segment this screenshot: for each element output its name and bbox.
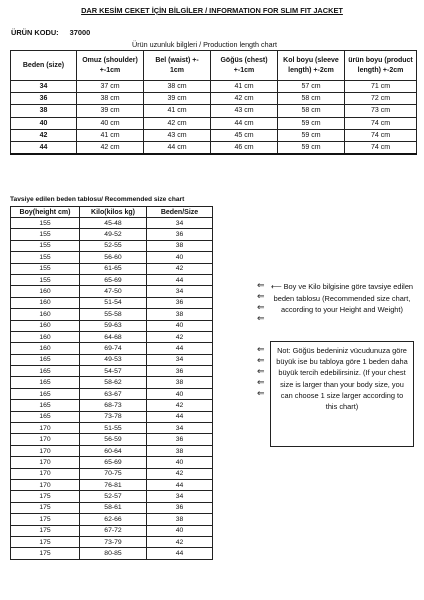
measurement-cell: 42 cm [144,117,211,129]
arrow-left-icon: ⇐ [257,344,265,354]
measurement-cell: 57 cm [278,81,345,93]
height-cell: 165 [11,400,80,411]
height-cell: 175 [11,502,80,513]
note2-arrows [257,344,265,399]
production-header-cell: ürün boyu (product length) +-2cm [345,51,417,81]
recommended-table-row [11,297,213,308]
height-cell: 160 [11,309,80,320]
recommended-table-row [11,388,213,399]
weight-cell: 49-53 [80,354,147,365]
size-cell: 44 [147,411,213,422]
measurement-cell: 43 cm [144,129,211,141]
height-cell: 165 [11,377,80,388]
size-cell: 34 [147,218,213,229]
measurement-cell: 37 cm [77,81,144,93]
measurement-cell: 59 cm [278,129,345,141]
recommended-table-row [11,536,213,547]
recommended-table-row [11,331,213,342]
size-cell: 34 [147,423,213,434]
measurement-cell: 45 cm [211,129,278,141]
recommended-table-row [11,502,213,513]
height-cell: 170 [11,479,80,490]
production-table-row [11,117,417,129]
recommended-table-row [11,445,213,456]
weight-cell: 70-75 [80,468,147,479]
measurement-cell: 71 cm [345,81,417,93]
measurement-cell: 38 cm [77,93,144,105]
measurement-cell: 74 cm [345,129,417,141]
recommended-size-table [10,206,213,560]
height-cell: 175 [11,514,80,525]
weight-cell: 64-68 [80,331,147,342]
recommended-table-row [11,400,213,411]
arrow-left-icon: ⇐ [257,313,265,323]
measurement-cell: 74 cm [345,117,417,129]
recommended-table-row [11,525,213,536]
recommended-table-row [11,309,213,320]
measurement-cell: 41 cm [144,105,211,117]
weight-cell: 60-64 [80,445,147,456]
size-cell: 36 [147,366,213,377]
size-cell: 42 [147,536,213,547]
measurement-cell: 39 cm [77,105,144,117]
size-cell: 42 [11,129,77,141]
production-table-row [11,81,417,93]
weight-cell: 65-69 [80,274,147,285]
recommended-table-row [11,263,213,274]
size-cell: 38 [147,514,213,525]
height-cell: 170 [11,423,80,434]
production-header-cell: Göğüs (chest) +-1cm [211,51,278,81]
recommended-table-row [11,229,213,240]
height-cell: 155 [11,274,80,285]
recommended-table-row [11,514,213,525]
measurement-cell: 41 cm [211,81,278,93]
measurement-cell: 59 cm [278,141,345,154]
height-cell: 175 [11,536,80,547]
weight-cell: 63-67 [80,388,147,399]
production-length-table [10,50,417,155]
production-chart-caption: Ürün uzunluk bilgleri / Production length chart [132,40,278,49]
recommended-table-row [11,274,213,285]
height-cell: 160 [11,331,80,342]
long-arrow-left-icon: ⟵ [270,282,282,291]
weight-cell: 73-78 [80,411,147,422]
recommended-size-note-text: Boy ve Kilo bilgisine göre tavsiye edilen beden tablosu (Recommended size chart, according to your Height and Weight) [273,282,414,314]
recommended-table-row [11,252,213,263]
recommended-table-row [11,468,213,479]
recommended-table-row [11,354,213,365]
measurement-cell: 72 cm [345,93,417,105]
height-cell: 155 [11,240,80,251]
height-cell: 170 [11,468,80,479]
weight-cell: 73-79 [80,536,147,547]
weight-cell: 47-50 [80,286,147,297]
height-cell: 170 [11,457,80,468]
height-cell: 170 [11,434,80,445]
weight-cell: 45-48 [80,218,147,229]
weight-cell: 51-54 [80,297,147,308]
size-cell: 38 [147,445,213,456]
size-cell: 44 [147,479,213,490]
size-cell: 36 [11,93,77,105]
weight-cell: 59-63 [80,320,147,331]
arrow-left-icon: ⇐ [257,377,265,387]
arrow-left-icon: ⇐ [257,355,265,365]
recommended-table-row [11,320,213,331]
weight-cell: 55-58 [80,309,147,320]
production-table-row [11,141,417,154]
height-cell: 165 [11,354,80,365]
height-cell: 160 [11,297,80,308]
height-cell: 155 [11,218,80,229]
height-cell: 175 [11,525,80,536]
size-cell: 42 [147,263,213,274]
production-header-cell: Beden (size) [11,51,77,81]
product-code-value: 37000 [69,28,91,37]
production-table-row [11,129,417,141]
production-header-cell: Bel (waist) +- 1cm [144,51,211,81]
measurement-cell: 40 cm [77,117,144,129]
size-cell: 44 [147,274,213,285]
measurement-cell: 41 cm [77,129,144,141]
arrow-left-icon: ⇐ [257,366,265,376]
size-cell: 42 [147,331,213,342]
measurement-cell: 44 cm [211,117,278,129]
note1-arrows [257,280,265,324]
size-cell: 38 [147,377,213,388]
size-cell: 36 [147,502,213,513]
recommended-table-row [11,240,213,251]
size-cell: 38 [11,105,77,117]
size-cell: 40 [147,388,213,399]
weight-cell: 68-73 [80,400,147,411]
height-cell: 155 [11,229,80,240]
production-table-row [11,105,417,117]
size-cell: 36 [147,434,213,445]
measurement-cell: 43 cm [211,105,278,117]
weight-cell: 52-57 [80,491,147,502]
measurement-cell: 44 cm [144,141,211,154]
arrow-left-icon: ⇐ [257,280,265,290]
height-cell: 160 [11,320,80,331]
size-cell: 44 [147,548,213,559]
recommended-table-row [11,377,213,388]
weight-cell: 76-81 [80,479,147,490]
weight-cell: 54-57 [80,366,147,377]
measurement-cell: 58 cm [278,105,345,117]
measurement-cell: 58 cm [278,93,345,105]
recommended-table-row [11,479,213,490]
size-cell: 36 [147,297,213,308]
weight-cell: 62-66 [80,514,147,525]
product-code-label: ÜRÜN KODU: [11,28,59,37]
measurement-cell: 38 cm [144,81,211,93]
recommended-header-cell: Boy(height cm) [11,207,80,218]
recommended-header-cell: Beden/Size [147,207,213,218]
recommended-table-row [11,366,213,377]
weight-cell: 80-85 [80,548,147,559]
size-cell: 40 [147,525,213,536]
recommended-table-row [11,343,213,354]
recommended-table-header [11,207,213,218]
arrow-left-icon: ⇐ [257,302,265,312]
recommended-table-row [11,548,213,559]
weight-cell: 56-59 [80,434,147,445]
chest-size-note: Not: Göğüs bedeniniz vücudunuza göre büyük ise bu tabloya göre 1 beden daha büyük tercih edebilirsiniz. (If your chest size is larger than your body size, you can choose 1 size larger according to this chart) [270,341,414,447]
production-header-cell: Kol boyu (sleeve length) +-2cm [278,51,345,81]
size-cell: 40 [11,117,77,129]
measurement-cell: 42 cm [211,93,278,105]
page-title: DAR KESİM CEKET İÇİN BİLGİLER / INFORMATION FOR SLIM FIT JACKET [81,6,343,15]
recommended-table-row [11,411,213,422]
size-cell: 40 [147,457,213,468]
size-cell: 42 [147,400,213,411]
weight-cell: 61-65 [80,263,147,274]
recommended-table-row [11,457,213,468]
weight-cell: 58-61 [80,502,147,513]
recommended-table-row [11,286,213,297]
height-cell: 165 [11,388,80,399]
size-cell: 40 [147,252,213,263]
measurement-cell: 74 cm [345,141,417,154]
recommended-size-note [268,281,416,316]
recommended-table-row [11,218,213,229]
height-cell: 165 [11,411,80,422]
size-cell: 34 [147,354,213,365]
measurement-cell: 59 cm [278,117,345,129]
product-code [11,28,90,37]
recommended-table-row [11,423,213,434]
size-cell: 40 [147,320,213,331]
size-cell: 38 [147,240,213,251]
weight-cell: 49-52 [80,229,147,240]
production-table-header [11,51,417,81]
size-cell: 34 [147,286,213,297]
production-header-cell: Omuz (shoulder) +-1cm [77,51,144,81]
recommended-table-row [11,491,213,502]
weight-cell: 65-69 [80,457,147,468]
weight-cell: 67-72 [80,525,147,536]
size-cell: 34 [11,81,77,93]
measurement-cell: 73 cm [345,105,417,117]
recommended-chart-title: Tavsiye edilen beden tablosu/ Recommended size chart [10,196,185,203]
measurement-cell: 39 cm [144,93,211,105]
weight-cell: 58-62 [80,377,147,388]
height-cell: 155 [11,252,80,263]
height-cell: 160 [11,343,80,354]
weight-cell: 51-55 [80,423,147,434]
size-cell: 36 [147,229,213,240]
size-cell: 38 [147,309,213,320]
height-cell: 175 [11,491,80,502]
weight-cell: 52-55 [80,240,147,251]
height-cell: 160 [11,286,80,297]
size-cell: 42 [147,468,213,479]
recommended-header-cell: Kilo(kilos kg) [80,207,147,218]
measurement-cell: 42 cm [77,141,144,154]
measurement-cell: 46 cm [211,141,278,154]
size-cell: 34 [147,491,213,502]
weight-cell: 69-74 [80,343,147,354]
weight-cell: 56-60 [80,252,147,263]
height-cell: 170 [11,445,80,456]
height-cell: 165 [11,366,80,377]
size-cell: 44 [147,343,213,354]
height-cell: 175 [11,548,80,559]
recommended-table-row [11,434,213,445]
arrow-left-icon: ⇐ [257,388,265,398]
height-cell: 155 [11,263,80,274]
arrow-left-icon: ⇐ [257,291,265,301]
size-cell: 44 [11,141,77,154]
production-table-row [11,93,417,105]
